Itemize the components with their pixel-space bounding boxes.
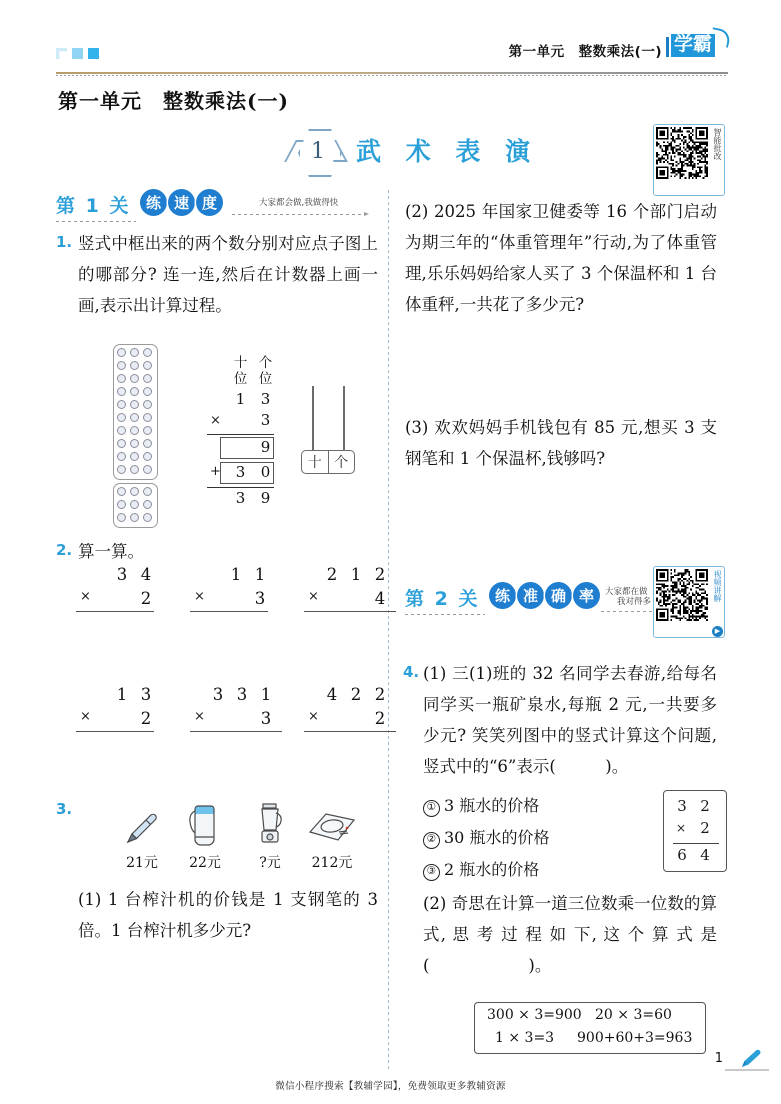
- bubble-char: 度: [196, 189, 223, 216]
- multiplicand-digit: 2: [350, 685, 362, 704]
- dot: [143, 487, 152, 496]
- question-2-number: 2.: [56, 541, 73, 559]
- bubble-char: 率: [573, 582, 600, 609]
- option-mark-2: ②: [423, 832, 440, 849]
- partial-product-1-ones: 9: [260, 438, 271, 456]
- footer-note: 微信小程序搜索【教辅学园】，免费领取更多教辅资源: [275, 1081, 506, 1092]
- price-item: [113, 800, 171, 872]
- dot: [117, 426, 126, 435]
- dot: [143, 426, 152, 435]
- dot: [130, 413, 139, 422]
- dot-grid-bottom: [113, 483, 158, 528]
- dot: [117, 361, 126, 370]
- question-3-number: 3.: [56, 800, 73, 818]
- partial-product-2-tens: 3: [235, 463, 246, 481]
- multiplicand-digit: 4: [326, 685, 338, 704]
- lesson-title: [290, 128, 590, 174]
- multiplication-problem: [304, 685, 398, 741]
- option-text-3: 2 瓶水的价格: [444, 860, 540, 879]
- running-title: 第一单元 整数乘法(一): [508, 44, 662, 60]
- qr-label-video-lesson: 视频讲解: [713, 570, 722, 602]
- question-1-number: 1.: [56, 233, 73, 251]
- operator-multiply: ×: [308, 589, 319, 604]
- juicer-icon: [241, 800, 299, 850]
- multiplier-digit: 2: [140, 589, 152, 608]
- item-price: ?元: [259, 855, 281, 871]
- qr-label-smart-grading: 智能批改: [713, 128, 722, 160]
- multiplicand-tens: 1: [235, 390, 246, 408]
- operator-multiply: ×: [194, 709, 205, 724]
- fountain-pen-icon: [113, 800, 171, 850]
- qr-code-video-lesson[interactable]: [653, 566, 725, 638]
- question-4-part1-text: (1) 三(1)班的 32 名同学去春游,给每名同学买一瓶矿泉水,每瓶 2 元,一共要多少元? 笑笑列图中的竖式计算这个问题,竖式中的“6”表示( )。: [423, 664, 717, 776]
- question-2-title: 算一算。: [78, 542, 144, 561]
- dot: [117, 487, 126, 496]
- vb-operator: ×: [676, 821, 687, 835]
- lesson-number-badge: [290, 128, 346, 174]
- sum-tens: 3: [235, 489, 246, 507]
- multiplier-digit: 3: [260, 709, 272, 728]
- question-3-part2-text: (2) 2025 年国家卫健委等 16 个部门启动为期三年的“体重管理年”行动,为了体重管理,乐乐妈妈给家人买了 3 个保温杯和 1 台体重秤,一共花了多少元?: [405, 202, 717, 314]
- dot: [143, 387, 152, 396]
- section-1-label: 第 1 关: [56, 195, 131, 217]
- place-label-tens-1: 十: [233, 355, 248, 371]
- formula-1: 300 × 3=900: [487, 1007, 582, 1023]
- dot: [143, 465, 152, 474]
- vb-calc-line: [673, 843, 719, 844]
- bubble-char: 练: [489, 582, 516, 609]
- operator-plus: +: [210, 464, 221, 479]
- dot: [117, 513, 126, 522]
- brand-logo: [666, 34, 728, 62]
- logo-swoosh-icon: [709, 27, 731, 48]
- question-4-vertical-box: [663, 790, 727, 872]
- multiplication-problem: [76, 685, 170, 741]
- multiplication-problem: [304, 565, 398, 621]
- play-icon: ▶: [712, 626, 723, 637]
- dot: [130, 513, 139, 522]
- formula-3: 1 × 3=3: [495, 1030, 555, 1046]
- multiplicand-digit: 2: [326, 565, 338, 584]
- dot: [117, 374, 126, 383]
- vb-product-ones: 4: [700, 846, 710, 864]
- multiplier-digit: 4: [374, 589, 386, 608]
- multiplicand-digit: 4: [140, 565, 152, 584]
- lesson-number: 1: [311, 138, 325, 164]
- operator-multiply: ×: [308, 709, 319, 724]
- sum-ones: 9: [260, 489, 271, 507]
- section-2-arrow-icon: [601, 611, 661, 612]
- dot: [143, 500, 152, 509]
- item-price: 21元: [126, 855, 158, 871]
- vb-multiplier-ones: 2: [700, 819, 710, 837]
- multiplicand-digit: 1: [230, 565, 242, 584]
- partial-product-2-ones: 0: [260, 463, 271, 481]
- brand-name: 学霸: [671, 34, 715, 57]
- price-item: [241, 800, 299, 872]
- pencil-icon: [739, 1048, 763, 1070]
- calc-line-2: [207, 487, 274, 488]
- section-banner-1: [56, 190, 376, 224]
- bubble-char: 确: [545, 582, 572, 609]
- dot: [130, 439, 139, 448]
- page-header: [56, 33, 728, 72]
- dot: [117, 413, 126, 422]
- section-2-underline: [405, 614, 485, 615]
- multiplicand-digit: 1: [350, 565, 362, 584]
- answer-line[interactable]: [304, 731, 396, 732]
- multiplicand-digit: 1: [260, 685, 272, 704]
- multiplicand-digit: 2: [374, 685, 386, 704]
- question-4-option-2[interactable]: [423, 825, 549, 849]
- place-label-ones-2: 位: [258, 371, 273, 387]
- dot: [143, 439, 152, 448]
- multiplier-ones: 3: [260, 411, 271, 429]
- dot: [130, 348, 139, 357]
- question-4-part2-text: (2) 奇思在计算一道三位数乘一位数的算式, 思 考 过 程 如 下, 这 个 算 式 是( )。: [423, 894, 717, 975]
- vb-multiplicand-ones: 2: [700, 797, 710, 815]
- dot: [130, 426, 139, 435]
- formula-4: 900+60+3=963: [577, 1030, 693, 1046]
- formula-2: 20 × 3=60: [595, 1007, 672, 1023]
- section-1-note: 大家都会做,我做得快: [259, 198, 339, 208]
- answer-line[interactable]: [190, 731, 282, 732]
- dot: [143, 400, 152, 409]
- bubble-char: 准: [517, 582, 544, 609]
- unit-title: 第一单元 整数乘法(一): [58, 89, 289, 113]
- calc-line-1: [207, 434, 274, 435]
- dot: [117, 400, 126, 409]
- dot: [117, 452, 126, 461]
- answer-line[interactable]: [76, 731, 154, 732]
- multiplication-problem: [190, 685, 284, 741]
- question-1-text: 竖式中框出来的两个数分别对应点子图上的哪部分? 连一连,然后在计数器上画一画,表示出计算过程。: [78, 234, 378, 315]
- question-3-part3-text: (3) 欢欢妈妈手机钱包有 85 元,想买 3 支钢笔和 1 个保温杯,钱够吗?: [405, 418, 717, 468]
- dot-grid-top: [113, 344, 158, 480]
- question-4-option-1[interactable]: [423, 793, 539, 817]
- multiplication-problem: [76, 565, 170, 621]
- place-label-ones-1: 个: [258, 355, 273, 371]
- multiplicand-digit: 2: [374, 565, 386, 584]
- dot: [130, 400, 139, 409]
- logo-bar-icon: [666, 37, 669, 57]
- operator-multiply: ×: [210, 413, 221, 428]
- operator-multiply: ×: [80, 709, 91, 724]
- header-rule-dashed: [56, 75, 728, 76]
- answer-line[interactable]: [190, 611, 268, 612]
- dot: [117, 387, 126, 396]
- dot: [117, 439, 126, 448]
- deco-square-3-icon: [88, 48, 99, 59]
- item-price: 212元: [311, 855, 353, 871]
- dot: [117, 500, 126, 509]
- question-3-part1-text: (1) 1 台榨汁机的价钱是 1 支钢笔的 3 倍。1 台榨汁机多少元?: [78, 890, 378, 940]
- dot: [117, 465, 126, 474]
- counter-rod-ones: [343, 386, 345, 452]
- multiplicand-digit: 3: [140, 685, 152, 704]
- option-text-1: 3 瓶水的价格: [444, 796, 540, 815]
- dot: [143, 452, 152, 461]
- operator-multiply: ×: [194, 589, 205, 604]
- dot: [117, 348, 126, 357]
- price-item: [303, 800, 361, 872]
- operator-multiply: ×: [80, 589, 91, 604]
- induction-cooker-icon: [303, 800, 361, 850]
- lesson-name: 武 术 表 演: [356, 137, 539, 166]
- dot: [130, 452, 139, 461]
- answer-line[interactable]: [76, 611, 154, 612]
- dot: [130, 465, 139, 474]
- multiplicand-ones: 3: [260, 390, 271, 408]
- vb-multiplicand-tens: 3: [677, 797, 687, 815]
- multiplier-digit: 3: [254, 589, 266, 608]
- counter-label-tens: 十: [307, 455, 322, 471]
- multiplicand-digit: 3: [236, 685, 248, 704]
- column-divider: [388, 190, 389, 1070]
- multiplicand-digit: 1: [116, 685, 128, 704]
- dot: [143, 348, 152, 357]
- dot: [143, 361, 152, 370]
- dot: [143, 413, 152, 422]
- dot: [130, 500, 139, 509]
- dot: [130, 361, 139, 370]
- dot: [130, 487, 139, 496]
- counter-base: [301, 450, 355, 474]
- counter-rod-tens: [312, 386, 314, 452]
- multiplication-problem: [190, 565, 284, 621]
- question-4-option-3[interactable]: [423, 857, 539, 881]
- item-price: 22元: [189, 855, 221, 871]
- question-4-number: 4.: [403, 663, 420, 681]
- answer-line[interactable]: [304, 611, 396, 612]
- vertical-calculation-q1: [210, 355, 352, 516]
- multiplier-digit: 2: [140, 709, 152, 728]
- dot: [130, 387, 139, 396]
- section-1-arrow-icon: [232, 214, 368, 215]
- multiplicand-digit: 3: [116, 565, 128, 584]
- section-2-note-line1: 大家都在做: [605, 587, 648, 597]
- question-4-formula-box: [474, 1002, 706, 1054]
- multiplier-digit: 2: [374, 709, 386, 728]
- page-number: 1: [714, 1051, 723, 1066]
- vb-product-tens: 6: [677, 846, 687, 864]
- dot: [143, 513, 152, 522]
- section-2-note-line2: 我对得多: [617, 597, 652, 607]
- counter-label-ones: 个: [328, 451, 355, 473]
- qr-code-image: [656, 569, 708, 621]
- multiplicand-digit: 1: [254, 565, 266, 584]
- bubble-char: 练: [140, 189, 167, 216]
- thermos-cup-icon: [176, 800, 234, 850]
- price-item: [176, 800, 234, 872]
- section-2-bubbles: [489, 582, 600, 609]
- multiplicand-digit: 3: [212, 685, 224, 704]
- section-2-label: 第 2 关: [405, 588, 480, 610]
- deco-square-2-icon: [72, 48, 83, 59]
- bubble-char: 速: [168, 189, 195, 216]
- option-text-2: 30 瓶水的价格: [444, 828, 550, 847]
- option-mark-3: ③: [423, 864, 440, 881]
- section-1-bubbles: [140, 189, 223, 216]
- qr-code-image: [656, 127, 708, 179]
- deco-square-1-icon: [56, 48, 67, 59]
- place-label-tens-2: 位: [233, 371, 248, 387]
- dot: [143, 374, 152, 383]
- section-1-underline: [56, 221, 136, 222]
- qr-code-smart-grading[interactable]: [653, 124, 725, 196]
- dot: [130, 374, 139, 383]
- option-mark-1: ①: [423, 800, 440, 817]
